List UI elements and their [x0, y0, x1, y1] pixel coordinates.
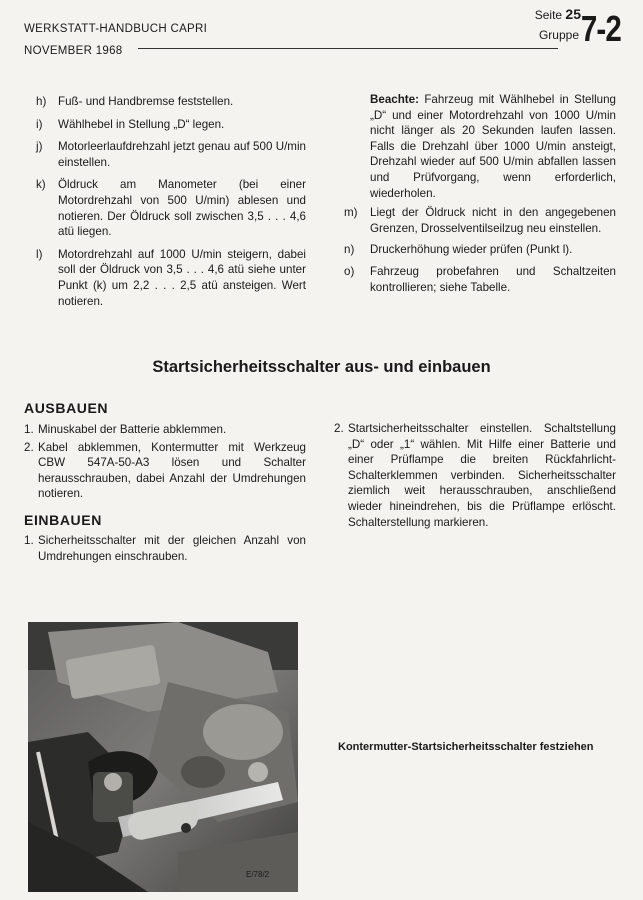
page-number: [535, 6, 581, 22]
adjust-item-label: 2.: [334, 422, 344, 435]
step-item-label: m): [344, 206, 358, 220]
step-item: [344, 242, 616, 258]
caution-text: Fahrzeug mit Wählhebel in Stellung „D“ und einer Motordrehzahl von 1000 U/min nicht länger als 20 Sekunden laufen lassen. Falls die Drehzahl über 1000 U/min ansteigt, Drehzahl wieder auf 500 U/min abfallen lassen und Prüfvorgang, wenn erforderlich, wiederholen.: [370, 93, 616, 200]
caution-label: Beachte:: [370, 93, 419, 106]
step-item-label: h): [36, 95, 47, 108]
einbauen-heading: EINBAUEN: [24, 512, 102, 528]
step-item-text: Motorleerlaufdrehzahl jetzt genau auf 500 U/min einstellen.: [58, 140, 306, 169]
step-item-label: j): [36, 140, 43, 154]
ausbauen-item-label: 2.: [24, 440, 34, 454]
step-item-text: Wählhebel in Stellung „D“ legen.: [58, 117, 225, 131]
manual-date: NOVEMBER 1968: [24, 45, 123, 57]
ausbauen-item-label: 1.: [24, 423, 34, 436]
step-item-label: l): [36, 247, 43, 261]
step-item-text: Motordrehzahl auf 1000 U/min steigern, dabei soll der Öldruck von 3,5 . . . 4,6 atü siehe unter Punkt (k) um 2,2 . . . 2,5 atü ansteigen. Wert notieren.: [58, 247, 306, 308]
section-title: Startsicherheitsschalter aus- und einbauen: [152, 358, 491, 376]
step-item-text: Fahrzeug probefahren und Schaltzeiten kontrollieren; siehe Tabelle.: [370, 264, 616, 294]
caution-note: [344, 92, 616, 201]
step-item-label: o): [344, 264, 355, 278]
group-label: Gruppe: [538, 28, 579, 42]
manual-title: WERKSTATT-HANDBUCH CAPRI: [24, 23, 208, 35]
ausbauen-item: [24, 422, 306, 438]
group-code: 7-2: [580, 8, 621, 49]
header-block: [24, 18, 207, 62]
procedure-list-left: [36, 94, 306, 316]
step-item: [36, 139, 306, 170]
seite-number: 25: [565, 6, 581, 22]
step-item-text: Fuß- und Handbremse feststellen.: [58, 95, 234, 108]
procedure-list-right: [344, 92, 616, 301]
engine-photo: [28, 622, 298, 892]
ausbauen-item: [24, 440, 306, 502]
einbauen-item: [24, 533, 306, 564]
step-item-label: i): [36, 117, 43, 131]
ausbauen-item-text: Kabel abklemmen, Kontermutter mit Werkzeug CBW 547A-50-A3 lösen und Schalter herausschrauben, dabei Anzahl der Umdrehungen notieren.: [38, 440, 306, 501]
einbauen-item-text: Sicherheitsschalter mit der gleichen Anzahl von Umdrehungen einschrauben.: [38, 534, 306, 563]
step-item: [36, 247, 306, 309]
step-item: [36, 177, 306, 239]
ausbauen-list: [24, 422, 306, 504]
ausbauen-item-text: Minuskabel der Batterie abklemmen.: [38, 423, 227, 436]
photo-ref-code: E/78/2: [246, 870, 270, 879]
seite-label: Seite: [534, 8, 563, 22]
engine-photo-graphic: [28, 622, 298, 892]
step-item: [36, 117, 306, 133]
step-item-text: Liegt der Öldruck nicht in den angegebenen Grenzen, Drosselventilseilzug neu einstellen.: [370, 206, 616, 235]
ausbauen-heading: AUSBAUEN: [24, 400, 109, 416]
step-item: [344, 264, 616, 295]
step-item-text: Öldruck am Manometer (bei einer Motordrehzahl von 500 U/min) ablesen und notieren. Der Öldruck soll zwischen 3,5 . . . 4,6 atü liegen.: [58, 178, 306, 239]
step-item-text: Druckerhöhung wieder prüfen (Punkt l).: [370, 243, 573, 257]
step-item: [344, 205, 616, 236]
adjust-item: [334, 421, 616, 530]
adjust-item-text: Startsicherheitsschalter einstellen. Schaltstellung „D“ oder „1“ wählen. Mit Hilfe einer Batterie und einer Prüflampe die breiten Rückfahrlicht-Schalterklemmen verbinden. Sicherheitsschalter ziemlich weit herausschrauben, anschließend wieder hineindrehen, bis die Prüflampe erlöscht. Schalterstellung markieren.: [348, 422, 616, 529]
einbauen-list: [24, 533, 306, 566]
header-rule: [138, 48, 558, 49]
step-item: [36, 94, 306, 110]
step-item-label: n): [344, 243, 355, 257]
einbauen-item-label: 1.: [24, 534, 34, 547]
step-item-label: k): [36, 178, 46, 192]
adjustment-list: [334, 421, 616, 532]
photo-caption: Kontermutter-Startsicherheitsschalter festziehen: [338, 741, 594, 753]
